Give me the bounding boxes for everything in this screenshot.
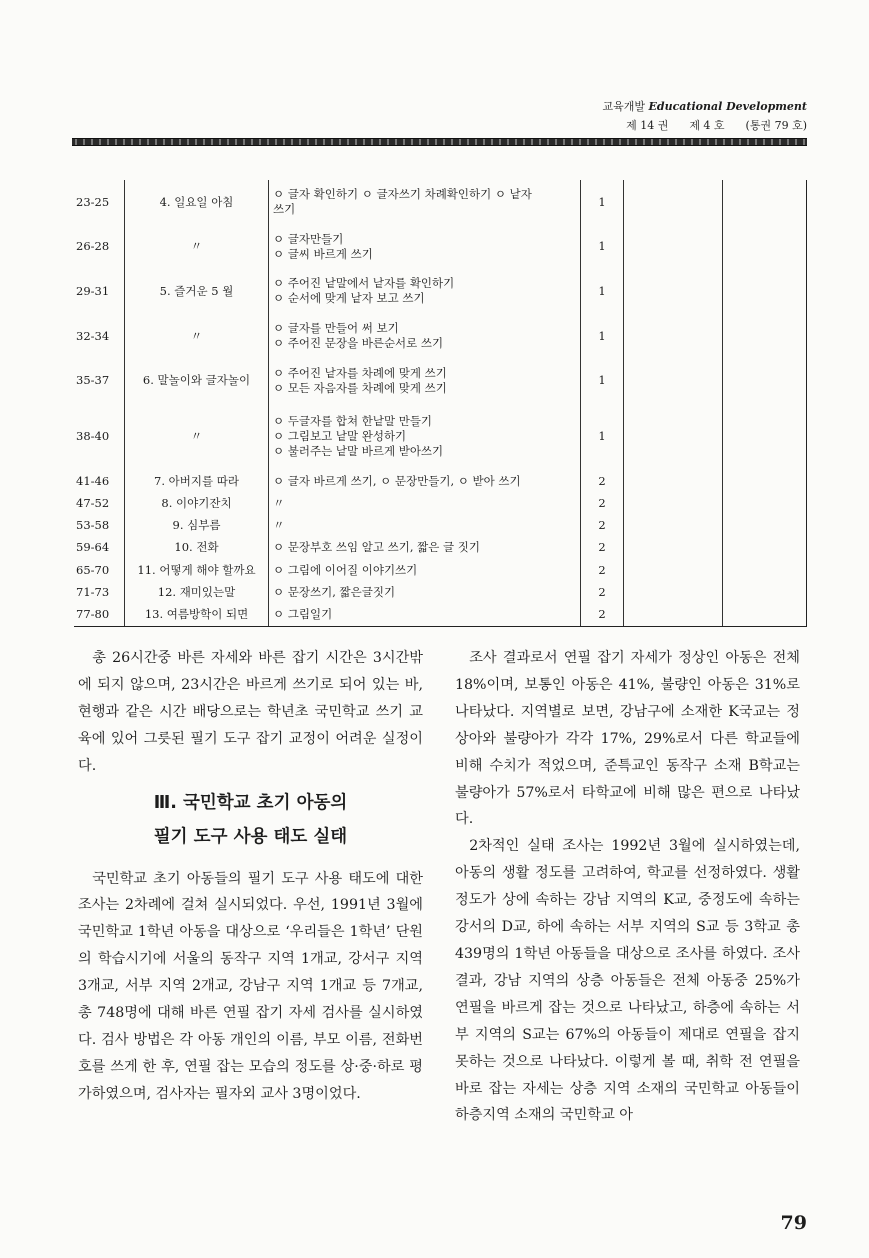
activity-line: ㅇ 그림일기 xyxy=(273,607,333,622)
table-row xyxy=(74,358,806,403)
hours: 2 xyxy=(581,514,624,536)
paragraph: 조사 결과로서 연필 잡기 자세가 정상인 아동은 전체 18%이며, 보통인 아동은 41%, 불량인 아동은 31%로 나타났다. 지역별로 보면, 강남구에 소재한 K국교는 정상아와 불량아가 각각 17%, 29%로서 다른 학교들에 비해 수치가 적었으며, 준특교인 동작구 소재 B학교는 불량아가 57%로서 타학교에 비해 많은 편으로 나타났다. xyxy=(455,650,800,828)
unit-title: 4. 일요일 아침 xyxy=(125,180,269,225)
hours: 2 xyxy=(581,470,624,492)
curriculum-table-grid xyxy=(74,180,806,626)
empty-cell xyxy=(624,269,723,314)
left-column xyxy=(78,645,423,1108)
empty-cell xyxy=(723,180,807,225)
activity-line: ㅇ 문장부호 쓰임 알고 쓰기, 짧은 글 짓기 xyxy=(273,540,480,555)
hours: 2 xyxy=(581,492,624,514)
paragraph: 총 26시간중 바른 자세와 바른 잡기 시간은 3시간밖에 되지 않으며, 23시간은 바르게 쓰기로 되어 있는 바, 현행과 같은 시간 배당으로는 학년초 국민학교 쓰기 교육에 있어 그릇된 필기 도구 잡기 교정이 어려운 실정이다. xyxy=(78,650,423,774)
table-row xyxy=(74,403,806,470)
hours: 1 xyxy=(581,314,624,359)
activity-line: ㅇ 글자 확인하기 ㅇ 글자쓰기 차례확인하기 ㅇ 낱자 xyxy=(273,187,532,202)
period-range: 47-52 xyxy=(76,495,110,510)
activity-contents xyxy=(269,581,581,603)
page-number: 79 xyxy=(780,1212,807,1234)
section-heading xyxy=(78,786,423,854)
activity-contents xyxy=(269,225,581,270)
activity-line: ㅇ 글자만들기 xyxy=(273,231,344,246)
journal-title-ko: 교육개발 xyxy=(602,100,646,113)
hours: 2 xyxy=(581,537,624,559)
empty-cell xyxy=(723,269,807,314)
activity-contents xyxy=(269,180,581,225)
activity-line: ㅇ 주어진 낱말에서 낱자를 확인하기 xyxy=(273,276,455,291)
period-range: 38-40 xyxy=(76,428,110,443)
activity-line: ㅇ 순서에 맞게 낱자 보고 쓰기 xyxy=(273,291,425,306)
activity-contents xyxy=(269,604,581,626)
right-column xyxy=(455,645,800,1129)
activity-line: ㅇ 모든 자음자를 차례에 맞게 쓰기 xyxy=(273,380,447,395)
hours: 2 xyxy=(581,559,624,581)
empty-cell xyxy=(624,403,723,470)
unit-title: 12. 재미있는말 xyxy=(125,581,269,603)
empty-cell xyxy=(723,314,807,359)
activity-line: 〃 xyxy=(273,495,285,510)
activity-line: ㅇ 그림에 이어질 이야기쓰기 xyxy=(273,562,418,577)
unit-title: 8. 이야기잔치 xyxy=(125,492,269,514)
unit-title: 11. 어떻게 해야 할까요 xyxy=(125,559,269,581)
hours: 1 xyxy=(581,269,624,314)
section-heading-line1: Ⅲ. 국민학교 초기 아동의 xyxy=(153,792,348,813)
paragraph: 국민학교 초기 아동들의 필기 도구 사용 태도에 대한 조사는 2차례에 걸쳐 실시되었다. 우선, 1991년 3월에 국민학교 1학년 아동을 대상으로 ‘우리들은 1학년’ 단원의 학습시기에 서울의 동작구 지역 1개교, 강서구 지역 3개교, 서부 지역 2개교, 강남구 지역 1개교 등 7개교, 총 748명에 대해 바른 연필 잡기 자세 검사를 실시하였다. 검사 방법은 각 아동 개인의 이름, 부모 이름, 전화번호를 쓰게 한 후, 연필 잡는 모습의 정도를 상·중·하로 평가하였으며, 검사자는 필자외 교사 3명이었다. xyxy=(78,870,423,1102)
activity-line: ㅇ 글씨 바르게 쓰기 xyxy=(273,246,373,261)
activity-line: 쓰기 xyxy=(273,202,296,217)
period-range: 26-28 xyxy=(76,239,110,254)
activity-contents xyxy=(269,492,581,514)
table-row xyxy=(74,559,806,581)
journal-title-en: Educational Development xyxy=(648,100,807,113)
serial-number: (통권 79 호) xyxy=(745,119,807,132)
period-range: 71-73 xyxy=(76,584,110,599)
unit-title: 〃 xyxy=(125,225,269,270)
table-row xyxy=(74,470,806,492)
period-range: 59-64 xyxy=(76,540,110,555)
unit-title: 13. 여름방학이 되면 xyxy=(125,604,269,626)
unit-title: 10. 전화 xyxy=(125,537,269,559)
empty-cell xyxy=(624,581,723,603)
empty-cell xyxy=(624,537,723,559)
volume: 제 14 권 xyxy=(626,119,669,132)
empty-cell xyxy=(723,604,807,626)
activity-contents xyxy=(269,358,581,403)
section-heading-line2: 필기 도구 사용 태도 실태 xyxy=(153,826,348,847)
unit-title: 5. 즐거운 5 월 xyxy=(125,269,269,314)
table-row xyxy=(74,537,806,559)
activity-contents xyxy=(269,537,581,559)
empty-cell xyxy=(723,492,807,514)
empty-cell xyxy=(624,492,723,514)
period-range: 65-70 xyxy=(76,562,110,577)
empty-cell xyxy=(624,559,723,581)
period-range: 32-34 xyxy=(76,328,110,343)
issue: 제 4 호 xyxy=(689,119,725,132)
table-row xyxy=(74,514,806,536)
table-row xyxy=(74,225,806,270)
table-row xyxy=(74,180,806,225)
hours: 2 xyxy=(581,604,624,626)
empty-cell xyxy=(723,581,807,603)
period-range: 23-25 xyxy=(76,194,110,209)
activity-line: ㅇ 불러주는 낱말 바르게 받아쓰기 xyxy=(273,443,444,458)
journal-title xyxy=(603,97,808,116)
empty-cell xyxy=(723,358,807,403)
unit-title: 9. 심부름 xyxy=(125,514,269,536)
paragraph: 2차적인 실태 조사는 1992년 3월에 실시하였는데, 아동의 생활 정도를 고려하여, 학교를 선정하였다. 생활 정도가 상에 속하는 강남 지역의 K교, 중정도에 속하는 강서의 D교, 하에 속하는 서부 지역의 S교 등 3학교 총 439명의 1학년 아동들을 대상으로 조사를 하였다. 조사 결과, 강남 지역의 상층 아동들은 전체 아동중 25%가 연필을 바르게 잡는 것으로 나타났고, 하층에 속하는 서부 지역의 S교는 67%의 아동들이 제대로 연필을 잡지 못하는 것으로 나타났다. 이렇게 볼 때, 취학 전 연필을 바로 잡는 자세는 상층 지역 소재의 국민학교 아동들이 하층지역 소재의 국민학교 아 xyxy=(455,838,800,1124)
table-row xyxy=(74,604,806,626)
header-rule xyxy=(72,138,807,146)
table-row xyxy=(74,269,806,314)
period-range: 41-46 xyxy=(76,473,110,488)
empty-cell xyxy=(624,358,723,403)
activity-line: ㅇ 문장쓰기, 짧은글짓기 xyxy=(273,584,396,599)
period-range: 35-37 xyxy=(76,373,110,388)
empty-cell xyxy=(624,604,723,626)
period-range: 29-31 xyxy=(76,283,110,298)
unit-title: 7. 아버지를 따라 xyxy=(125,470,269,492)
unit-title: 〃 xyxy=(125,314,269,359)
curriculum-table xyxy=(74,180,807,627)
activity-line: ㅇ 주어진 문장을 바른순서로 쓰기 xyxy=(273,336,444,351)
hours: 1 xyxy=(581,225,624,270)
empty-cell xyxy=(624,314,723,359)
empty-cell xyxy=(723,470,807,492)
empty-cell xyxy=(624,514,723,536)
empty-cell xyxy=(723,514,807,536)
activity-contents xyxy=(269,269,581,314)
activity-contents xyxy=(269,559,581,581)
hours: 2 xyxy=(581,581,624,603)
empty-cell xyxy=(723,403,807,470)
unit-title: 6. 말놀이와 글자놀이 xyxy=(125,358,269,403)
activity-line: ㅇ 글자를 만들어 써 보기 xyxy=(273,321,399,336)
issue-info xyxy=(603,116,808,135)
activity-line: ㅇ 그림보고 낱말 완성하기 xyxy=(273,428,407,443)
activity-line: 〃 xyxy=(273,518,285,533)
empty-cell xyxy=(624,470,723,492)
empty-cell xyxy=(723,559,807,581)
empty-cell xyxy=(723,225,807,270)
table-row xyxy=(74,581,806,603)
hours: 1 xyxy=(581,358,624,403)
table-row xyxy=(74,314,806,359)
activity-contents xyxy=(269,403,581,470)
table-row xyxy=(74,492,806,514)
activity-line: ㅇ 글자 바르게 쓰기, ㅇ 문장만들기, ㅇ 받아 쓰기 xyxy=(273,473,521,488)
activity-contents xyxy=(269,470,581,492)
hours: 1 xyxy=(581,180,624,225)
activity-contents xyxy=(269,314,581,359)
activity-line: ㅇ 주어진 낱자를 차례에 맞게 쓰기 xyxy=(273,365,447,380)
unit-title: 〃 xyxy=(125,403,269,470)
activity-contents xyxy=(269,514,581,536)
period-range: 77-80 xyxy=(76,607,110,622)
empty-cell xyxy=(624,225,723,270)
running-header xyxy=(603,97,808,135)
hours: 1 xyxy=(581,403,624,470)
empty-cell xyxy=(723,537,807,559)
period-range: 53-58 xyxy=(76,518,110,533)
activity-line: ㅇ 두글자를 합쳐 한낱말 만들기 xyxy=(273,413,433,428)
empty-cell xyxy=(624,180,723,225)
